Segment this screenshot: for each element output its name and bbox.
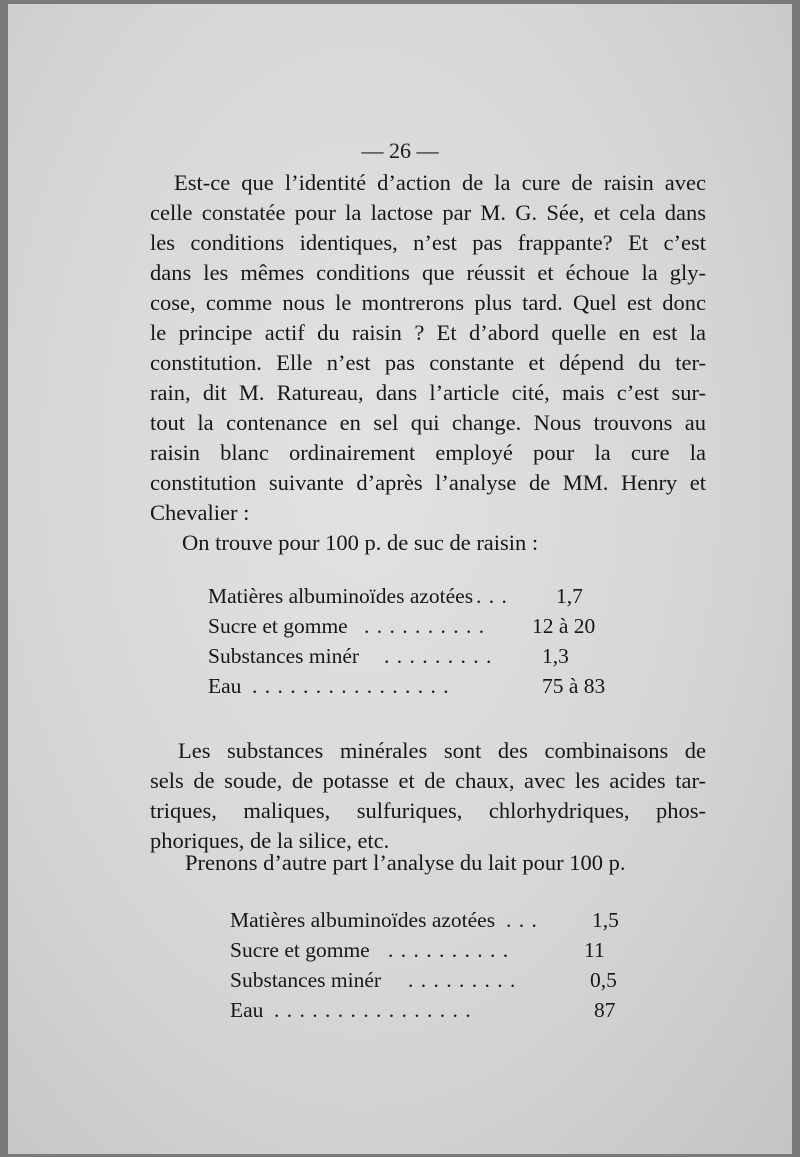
grape-analysis-intro: On trouve pour 100 p. de suc de raisin : — [182, 530, 539, 555]
row-value: 1,5 — [592, 908, 619, 932]
milk-analysis-intro: Prenons d’autre part l’analyse du lait pour 100 p. — [185, 850, 626, 875]
text-line: phoriques, de la silice, etc. — [150, 828, 390, 853]
milk-analysis-table — [230, 908, 630, 1028]
row-value: 1,7 — [556, 584, 583, 608]
row-label: Eau — [208, 674, 242, 698]
text-line: dans les mêmes conditions que réussit et échoue la gly- — [150, 260, 706, 285]
text-line: cose, comme nous le montrerons plus tard. Quel est donc — [150, 290, 706, 315]
table-row — [208, 674, 628, 704]
row-value: 87 — [594, 998, 616, 1022]
leader-dots: . . . . . . . . . — [408, 968, 517, 992]
paragraph-grape-constitution — [150, 168, 706, 528]
leader-dots: . . . — [506, 908, 538, 932]
text-line: raisin blanc ordinairement employé pour la cure la — [150, 440, 706, 465]
row-value: 75 à 83 — [542, 674, 606, 698]
row-label: Matières albuminoïdes azotées — [230, 908, 496, 932]
table-row — [208, 644, 628, 674]
table-row — [230, 968, 630, 998]
row-label: Substances minér — [208, 644, 360, 668]
book-page — [8, 4, 792, 1154]
text-line: Chevalier : — [150, 500, 250, 525]
row-label: Substances minér — [230, 968, 382, 992]
leader-dots: . . . . . . . . . . . . . . . . — [252, 674, 450, 698]
leader-dots: . . . . . . . . . . — [388, 938, 510, 962]
paragraph-mineral-substances — [150, 736, 706, 856]
table-row — [230, 908, 630, 938]
text-line: Les substances minérales sont des combinaisons de — [178, 738, 706, 763]
text-line: triques, maliques, sulfuriques, chlorhydriques, phos- — [150, 798, 706, 823]
grape-juice-analysis-table — [208, 584, 628, 704]
text-line: Est-ce que l’identité d’action de la cure de raisin avec — [174, 170, 706, 195]
table-row — [208, 584, 628, 614]
table-row — [230, 938, 630, 968]
row-value: 11 — [584, 938, 605, 962]
table-row — [208, 614, 628, 644]
row-label: Eau — [230, 998, 264, 1022]
text-line: le principe actif du raisin ? Et d’abord quelle en est la — [150, 320, 706, 345]
text-line: tout la contenance en sel qui change. Nous trouvons au — [150, 410, 706, 435]
page-number: — 26 — — [361, 138, 439, 163]
row-label: Matières albuminoïdes azotées — [208, 584, 474, 608]
table-row — [230, 998, 630, 1028]
row-value: 12 à 20 — [532, 614, 596, 638]
text-line: les conditions identiques, n’est pas frappante? Et c’est — [150, 230, 706, 255]
text-line: rain, dit M. Ratureau, dans l’article cité, mais c’est sur- — [150, 380, 706, 405]
text-line: celle constatée pour la lactose par M. G. Sée, et cela dans — [150, 200, 706, 225]
text-line: constitution suivante d’après l’analyse de MM. Henry et — [150, 470, 706, 495]
row-label: Sucre et gomme — [208, 614, 348, 638]
text-line: sels de soude, de potasse et de chaux, avec les acides tar- — [150, 768, 706, 793]
leader-dots: . . . . . . . . . . . . . . . . — [274, 998, 472, 1022]
text-line: constitution. Elle n’est pas constante et dépend du ter- — [150, 350, 706, 375]
row-label: Sucre et gomme — [230, 938, 370, 962]
leader-dots: . . . — [476, 584, 508, 608]
leader-dots: . . . . . . . . . — [384, 644, 493, 668]
row-value: 1,3 — [542, 644, 569, 668]
row-value: 0,5 — [590, 968, 617, 992]
leader-dots: . . . . . . . . . . — [364, 614, 486, 638]
